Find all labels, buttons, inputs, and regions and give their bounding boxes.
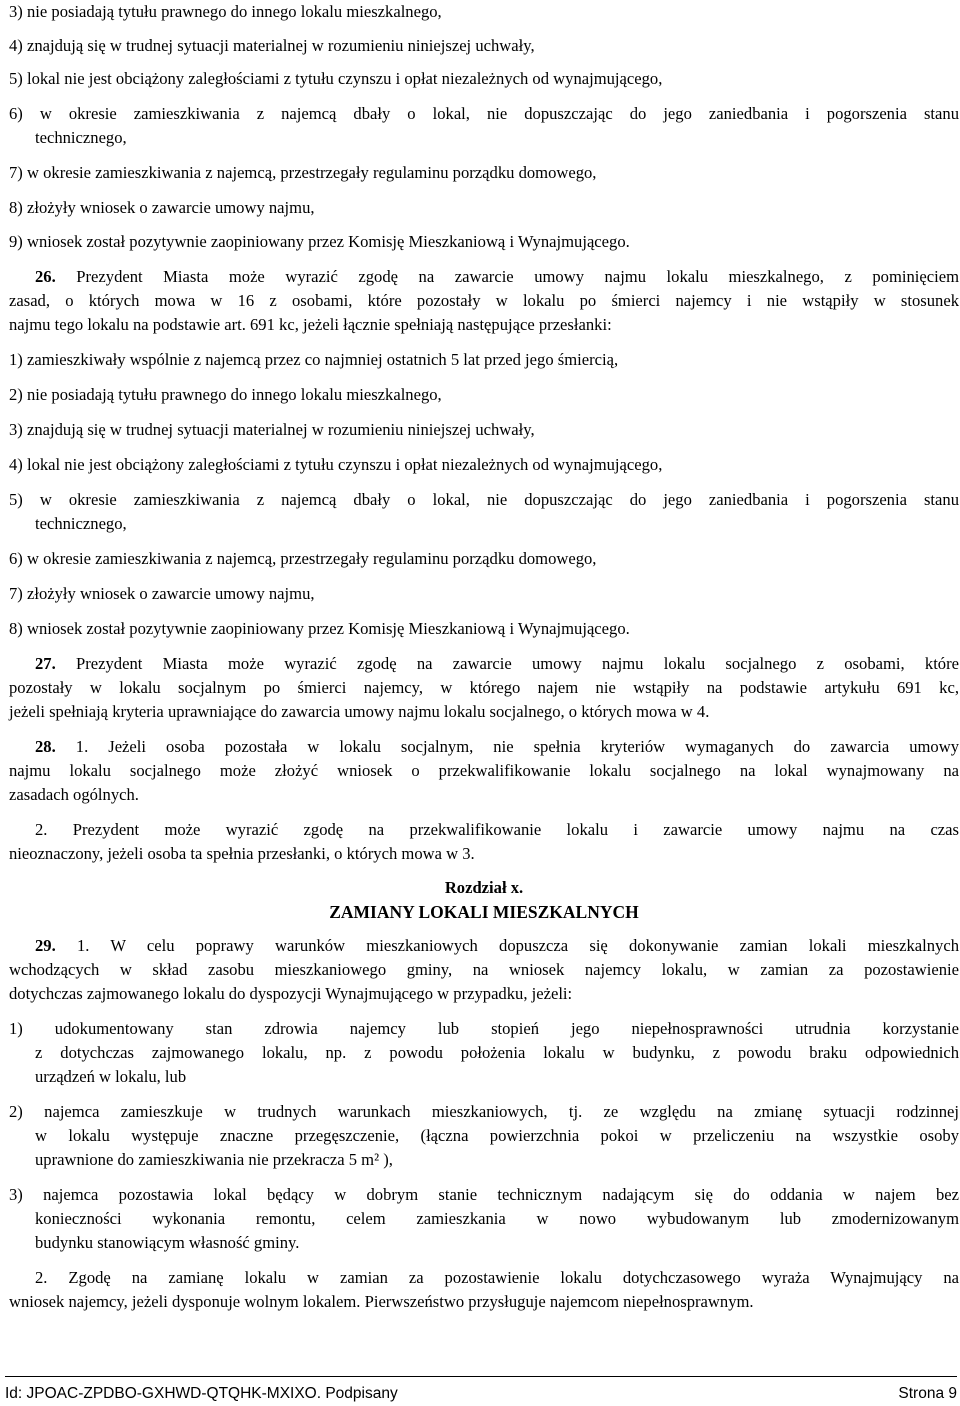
paragraph-line: [9, 654, 959, 674]
list-item-continuation: w lokalu występuje znaczne przegęszczenie, (łączna powierzchnia pokoi w przeliczeniu na wszystkie osoby: [35, 1126, 959, 1145]
list-item-continuation: uprawnione do zamieszkiwania nie przekracza 5 m² ),: [35, 1150, 393, 1169]
list-item-continuation: konieczności wykonania remontu, celem zamieszkania w nowo wybudowanym lub zmodernizowanym: [35, 1209, 959, 1228]
list-item-continuation: technicznego,: [35, 128, 127, 147]
list-item: 5) w okresie zamieszkiwania z najemcą dbały o lokal, nie dopuszczając do jego zaniedbania i pogorszenia stanu: [9, 490, 959, 509]
paragraph-line: [9, 267, 959, 287]
section-number: 28.: [35, 737, 56, 756]
paragraph-line: wchodzących w skład zasobu mieszkaniowego gminy, na wniosek najemcy lokalu, w zamian za pozostawienie: [9, 960, 959, 979]
list-item: 3) najemca pozostawia lokal będący w dobrym stanie technicznym nadającym się do oddania w najem bez: [9, 1185, 959, 1204]
list-item: 6) w okresie zamieszkiwania z najemcą dbały o lokal, nie dopuszczając do jego zaniedbania i pogorszenia stanu: [9, 104, 959, 123]
paragraph-text: Prezydent Miasta może wyrazić zgodę na zawarcie umowy najmu lokalu mieszkalnego, z pominięciem: [55, 267, 959, 286]
list-item: 7) złożyły wniosek o zawarcie umowy najmu,: [9, 584, 315, 603]
list-item: 4) lokal nie jest obciążony zaległościami z tytułu czynszu i opłat niezależnych od wynajmującego,: [9, 455, 663, 474]
list-item: 3) nie posiadają tytułu prawnego do innego lokalu mieszkalnego,: [9, 2, 442, 21]
list-item: 8) złożyły wniosek o zawarcie umowy najmu,: [9, 198, 315, 217]
document-id: Id: JPOAC-ZPDBO-GXHWD-QTQHK-MXIXO. Podpisany: [5, 1385, 398, 1402]
chapter-title: ZAMIANY LOKALI MIESZKALNYCH: [329, 902, 639, 922]
list-item: 1) zamieszkiwały wspólnie z najemcą przez co najmniej ostatnich 5 lat przed jego śmiercią,: [9, 350, 619, 369]
list-item: 2) najemca zamieszkuje w trudnych warunkach mieszkaniowych, tj. ze względu na zmianę sytuacji rodzinnej: [9, 1102, 959, 1121]
paragraph-line: najmu tego lokalu na podstawie art. 691 kc, jeżeli łącznie spełniają następujące przesłanki:: [9, 315, 612, 334]
list-item: 9) wniosek został pozytywnie zaopiniowany przez Komisję Mieszkaniową i Wynajmującego.: [9, 232, 630, 251]
paragraph-line: [9, 936, 959, 956]
list-item-continuation: technicznego,: [35, 514, 127, 533]
paragraph-line: nieoznaczony, jeżeli osoba ta spełnia przesłanki, o których mowa w 3.: [9, 844, 475, 863]
list-item: 2) nie posiadają tytułu prawnego do innego lokalu mieszkalnego,: [9, 385, 442, 404]
paragraph-text: Prezydent Miasta może wyrazić zgodę na zawarcie umowy najmu lokalu socjalnego z osobami, które: [55, 654, 959, 673]
paragraph-line: dotychczas zajmowanego lokalu do dyspozycji Wynajmującego w przypadku, jeżeli:: [9, 984, 573, 1003]
paragraph-line: najmu lokalu socjalnego może złożyć wniosek o przekwalifikowanie lokalu socjalnego na lokal wynajmowany na: [9, 761, 959, 780]
paragraph-text: 1. W celu poprawy warunków mieszkaniowych dopuszcza się dokonywanie zamian lokali mieszkalnych: [55, 936, 959, 955]
paragraph-line: wniosek najemcy, jeżeli dysponuje wolnym lokalem. Pierwszeństwo przysługuje najemcom niepełnosprawnym.: [9, 1292, 754, 1311]
list-item: 1) udokumentowany stan zdrowia najemcy lub stopień jego niepełnosprawności utrudnia korzystanie: [9, 1019, 959, 1038]
list-item: 7) w okresie zamieszkiwania z najemcą, przestrzegały regulaminu porządku domowego,: [9, 163, 597, 182]
page-number: Strona 9: [898, 1385, 957, 1402]
section-number: 29.: [35, 936, 56, 955]
list-item-continuation: z dotychczas zajmowanego lokalu, np. z powodu położenia lokalu w budynku, z powodu braku odpowiednich: [35, 1043, 959, 1062]
footer-divider: [5, 1376, 957, 1377]
list-item: 4) znajdują się w trudnej sytuacji materialnej w rozumieniu niniejszej uchwały,: [9, 36, 535, 55]
list-item: 3) znajdują się w trudnej sytuacji materialnej w rozumieniu niniejszej uchwały,: [9, 420, 535, 439]
paragraph-line: 2. Prezydent może wyrazić zgodę na przekwalifikowanie lokalu i zawarcie umowy najmu na czas: [35, 820, 959, 839]
chapter-number: Rozdział x.: [444, 878, 524, 897]
list-item-continuation: urządzeń w lokalu, lub: [35, 1067, 187, 1086]
list-item: 6) w okresie zamieszkiwania z najemcą, przestrzegały regulaminu porządku domowego,: [9, 549, 597, 568]
paragraph-line: pozostały w lokalu socjalnym po śmierci najemcy, w którego najem nie wstąpiły na podstawie artykułu 691 kc,: [9, 678, 959, 697]
list-item: 8) wniosek został pozytywnie zaopiniowany przez Komisję Mieszkaniową i Wynajmującego.: [9, 619, 630, 638]
section-number: 27.: [35, 654, 56, 673]
list-item-continuation: budynku stanowiącym własność gminy.: [35, 1233, 300, 1252]
paragraph-text: 1. Jeżeli osoba pozostała w lokalu socjalnym, nie spełnia kryteriów wymaganych do zawarcia umowy: [55, 737, 959, 756]
paragraph-line: zasad, o których mowa w 16 z osobami, które pozostały w lokalu po śmierci najemcy i nie wstąpiły w stosunek: [9, 291, 959, 310]
paragraph-line: 2. Zgodę na zamianę lokalu w zamian za pozostawienie lokalu dotychczasowego wyraża Wynajmujący na: [35, 1268, 959, 1287]
section-number: 26.: [35, 267, 56, 286]
list-item: 5) lokal nie jest obciążony zaległościami z tytułu czynszu i opłat niezależnych od wynajmującego,: [9, 69, 663, 88]
paragraph-line: jeżeli spełniają kryteria uprawniające do zawarcia umowy najmu lokalu socjalnego, o których mowa w 4.: [9, 702, 710, 721]
paragraph-line: [9, 737, 959, 757]
paragraph-line: zasadach ogólnych.: [9, 785, 139, 804]
